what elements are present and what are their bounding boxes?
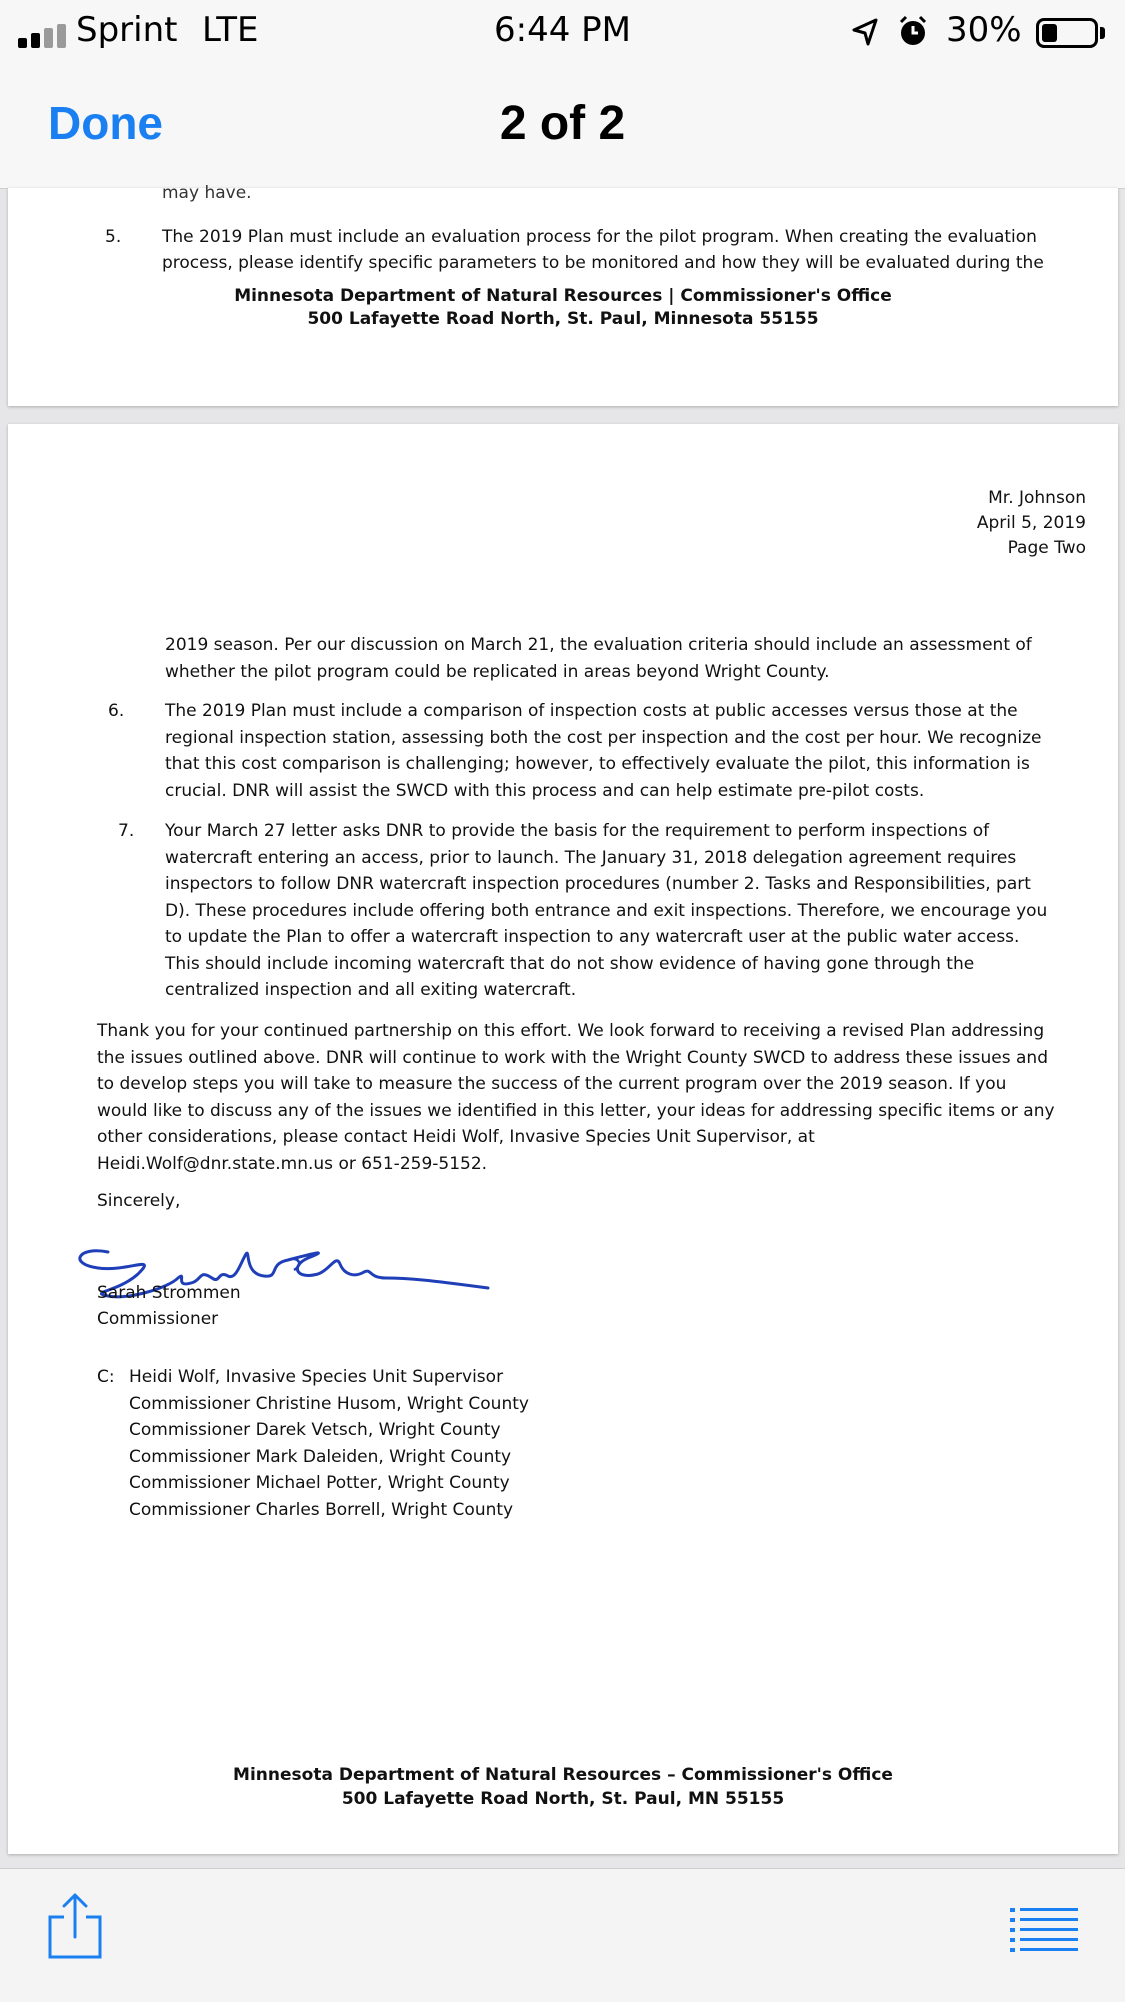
- item-6: [165, 698, 1041, 804]
- bottom-toolbar: [0, 1868, 1125, 2002]
- footer-line-1: Minnesota Department of Natural Resources – Commissioner's Office: [233, 1765, 893, 1785]
- text-line: inspectors to follow DNR watercraft inspection procedures (number 2. Tasks and Responsibilities, part: [165, 874, 1031, 894]
- closing-paragraph: [97, 1018, 1055, 1177]
- office-header-line-1: Minnesota Department of Natural Resources | Commissioner's Office: [234, 286, 892, 306]
- sign-off: Sincerely,: [97, 1191, 181, 1211]
- text-line: Thank you for your continued partnership on this effort. We look forward to receiving a revised Plan addressing: [97, 1021, 1045, 1041]
- network-label: LTE: [202, 10, 259, 50]
- item-number-7: 7.: [118, 821, 135, 841]
- page-indicator: 2 of 2: [499, 97, 626, 150]
- clock: 6:44 PM: [494, 10, 631, 50]
- text-line: 2019 season. Per our discussion on March 21, the evaluation criteria should include an assessment of: [165, 635, 1032, 655]
- text-line: regional inspection station, assessing both the cost per inspection and the cost per hour. We recognize: [165, 727, 1042, 748]
- header-recipient: Mr. Johnson: [988, 488, 1086, 508]
- header-page: Page Two: [1007, 538, 1086, 558]
- letter-header: [977, 486, 1086, 561]
- item-number-5: 5.: [105, 227, 122, 247]
- item5-line-2: process, please identify specific parameters to be monitored and how they will be evaluated during the: [162, 253, 1044, 273]
- text-line: Heidi.Wolf@dnr.state.mn.us or 651-259-5152.: [97, 1153, 488, 1174]
- battery-icon: [1036, 18, 1098, 48]
- document-page-1: [8, 183, 1118, 406]
- text-line: to develop steps you will take to measure the success of the current program over the 2019 season. If you: [97, 1074, 1007, 1094]
- item-7: [165, 818, 1047, 1004]
- continued-paragraph: [165, 632, 1032, 685]
- footer-line-2: 500 Lafayette Road North, St. Paul, MN 55155: [341, 1789, 785, 1809]
- battery-tip: [1100, 27, 1105, 39]
- cc-item: Commissioner Mark Daleiden, Wright County: [129, 1446, 512, 1467]
- text-line: centralized inspection and all exiting watercraft.: [165, 980, 577, 1000]
- text-line: crucial. DNR will assist the SWCD with this process and can help estimate pre-pilot costs.: [165, 780, 925, 801]
- cc-label: C:: [97, 1367, 115, 1387]
- signer-name: Sarah Strommen: [97, 1283, 241, 1303]
- item5-line-1: The 2019 Plan must include an evaluation process for the pilot program. When creating the evaluation: [162, 227, 1037, 247]
- cut-off-text: may have.: [162, 183, 252, 203]
- cc-list: [129, 1364, 529, 1523]
- alarm-clock-icon: [896, 14, 930, 48]
- signer-title: Commissioner: [97, 1309, 219, 1329]
- share-icon[interactable]: [44, 1891, 106, 1961]
- header-date: April 5, 2019: [976, 513, 1086, 533]
- carrier-label: Sprint: [76, 10, 178, 50]
- cc-item: Commissioner Charles Borrell, Wright County: [129, 1499, 514, 1520]
- document-page-2: [8, 424, 1118, 1854]
- list-icon[interactable]: [1010, 1907, 1080, 1953]
- text-line: would like to discuss any of the issues we identified in this letter, your ideas for addressing specific items or any: [97, 1100, 1055, 1121]
- cc-item: Commissioner Michael Potter, Wright County: [129, 1473, 510, 1493]
- text-line: the issues outlined above. DNR will continue to work with the Wright County SWCD to address these issues and: [97, 1047, 1048, 1068]
- cc-item: Heidi Wolf, Invasive Species Unit Supervisor: [129, 1367, 504, 1387]
- cc-item: Commissioner Christine Husom, Wright County: [129, 1393, 529, 1414]
- location-arrow-icon: [850, 16, 880, 48]
- battery-level-fill: [1042, 24, 1057, 42]
- battery-percent: 30%: [946, 10, 1022, 50]
- top-bar: [0, 0, 1125, 189]
- done-button[interactable]: Done: [48, 97, 163, 149]
- cc-item: Commissioner Darek Vetsch, Wright County: [129, 1420, 501, 1440]
- text-line: watercraft entering an access, prior to launch. The January 31, 2018 delegation agreement requires: [165, 847, 1017, 868]
- text-line: D). These procedures include offering both entrance and exit inspections. Therefore, we encourage you: [165, 900, 1048, 921]
- office-header-line-2: 500 Lafayette Road North, St. Paul, Minnesota 55155: [307, 309, 819, 329]
- text-line: to update the Plan to offer a watercraft inspection to any watercraft user at the public water access.: [165, 927, 1020, 947]
- text-line: This should include incoming watercraft that do not show evidence of having gone through the: [165, 953, 975, 974]
- text-line: The 2019 Plan must include a comparison of inspection costs at public accesses versus those at the: [165, 701, 1018, 721]
- text-line: that this cost comparison is challenging; however, to effectively evaluate the pilot, this information is: [165, 754, 1030, 774]
- item-number-6: 6.: [108, 701, 125, 721]
- text-line: other considerations, please contact Heidi Wolf, Invasive Species Unit Supervisor, at: [97, 1127, 815, 1147]
- text-line: whether the pilot program could be replicated in areas beyond Wright County.: [165, 661, 830, 682]
- text-line: Your March 27 letter asks DNR to provide the basis for the requirement to perform inspections of: [165, 821, 990, 841]
